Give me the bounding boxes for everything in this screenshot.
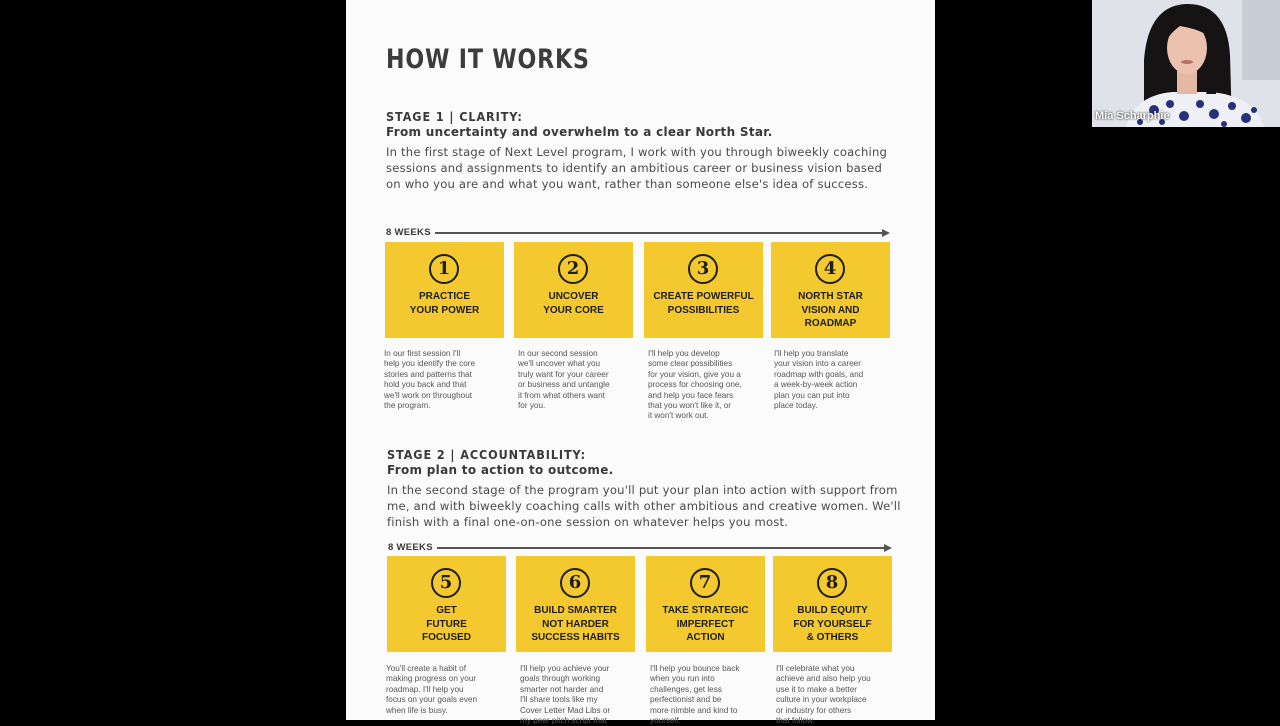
stage-1-heading: STAGE 1 | CLARITY:	[386, 109, 523, 124]
step-number-badge: 7	[690, 568, 720, 598]
step-description: I'll celebrate what you achieve and also help you use it to make a better culture in your workplace or industry for others that follow.	[776, 664, 871, 726]
arrow-right-icon	[882, 229, 890, 237]
participant-name: Mia Scharphie	[1095, 110, 1170, 122]
stage-1-timeline	[386, 227, 890, 239]
stage-2-steps	[387, 556, 893, 652]
step-number-badge: 6	[560, 568, 590, 598]
step-description: I'll help you develop some clear possibilities for your vision, give you a process for choosing one, and help you face fears that you won't like it, or it won't work out.	[648, 349, 742, 421]
stage-1-subheading: From uncertainty and overwhelm to a clear North Star.	[386, 125, 773, 139]
step-label: BUILD SMARTER NOT HARDER SUCCESS HABITS	[531, 605, 620, 643]
step-card	[387, 556, 506, 652]
step-label: BUILD EQUITY FOR YOURSELF & OTHERS	[793, 605, 872, 643]
stage-2-timeline	[388, 542, 892, 554]
stage-1-weeks-label: 8 WEEKS	[386, 227, 431, 238]
timeline-line	[435, 232, 882, 234]
step-number-badge: 1	[429, 254, 459, 284]
stage-2-weeks-label: 8 WEEKS	[388, 542, 433, 553]
arrow-right-icon	[884, 544, 892, 552]
step-card	[644, 242, 763, 338]
participant-avatar	[1092, 0, 1280, 127]
step-number-badge: 8	[817, 568, 847, 598]
page-title: HOW IT WORKS	[386, 44, 590, 75]
stage-2-subheading: From plan to action to outcome.	[387, 463, 614, 477]
step-label: CREATE POWERFUL POSSIBILITIES	[653, 291, 754, 316]
step-label: NORTH STAR VISION AND ROADMAP	[798, 291, 863, 329]
step-label: UNCOVER YOUR CORE	[543, 291, 604, 316]
step-card	[385, 242, 504, 338]
step-label: TAKE STRATEGIC IMPERFECT ACTION	[662, 605, 749, 643]
step-number-badge: 4	[815, 254, 845, 284]
step-card	[516, 556, 635, 652]
step-label: PRACTICE YOUR POWER	[409, 291, 480, 316]
stage-2-description: In the second stage of the program you'll put your plan into action with support from me, and with biweekly coaching calls with other ambitious and creative women. We'll finish with a final one-on-one session on whatever helps you most.	[387, 483, 901, 530]
step-description: In our second session we'll uncover what you truly want for your career or business and untangle it from what others want for you.	[518, 349, 610, 411]
step-number-badge: 3	[688, 254, 718, 284]
step-number-badge: 2	[558, 254, 588, 284]
timeline-line	[437, 547, 884, 549]
step-description: I'll help you achieve your goals through working smarter not harder and I'll share tools like my Cover Letter Mad Libs or my peer pitch script that	[520, 664, 611, 726]
stage-1-description: In the first stage of Next Level program, I work with you through biweekly coaching sessions and assignments to identify an ambitious career or business vision based on who you are and what you want, rather than someone else's idea of success.	[386, 145, 888, 192]
participant-video-tile[interactable]	[1092, 0, 1280, 127]
stage-1-steps	[385, 242, 891, 338]
step-card	[514, 242, 633, 338]
step-description: In our first session I'll help you identify the core stories and patterns that hold you back and that we'll work on throughout the program.	[384, 349, 476, 411]
step-description: I'll help you bounce back when you run into challenges, get less perfectionist and be more nimble and kind to yourself.	[650, 664, 740, 726]
stage-2-heading: STAGE 2 | ACCOUNTABILITY:	[387, 447, 587, 462]
step-description: I'll help you translate your vision into a career roadmap with goals, and a week-by-week action plan you can put into place today.	[774, 349, 864, 411]
step-card	[771, 242, 890, 338]
step-number-badge: 5	[431, 568, 461, 598]
step-label: GET FUTURE FOCUSED	[422, 605, 471, 643]
step-card	[773, 556, 892, 652]
step-card	[646, 556, 765, 652]
shared-document	[346, 0, 935, 726]
step-description: You'll create a habit of making progress on your roadmap. I'll help you focus on your goals even when life is busy.	[386, 664, 478, 715]
